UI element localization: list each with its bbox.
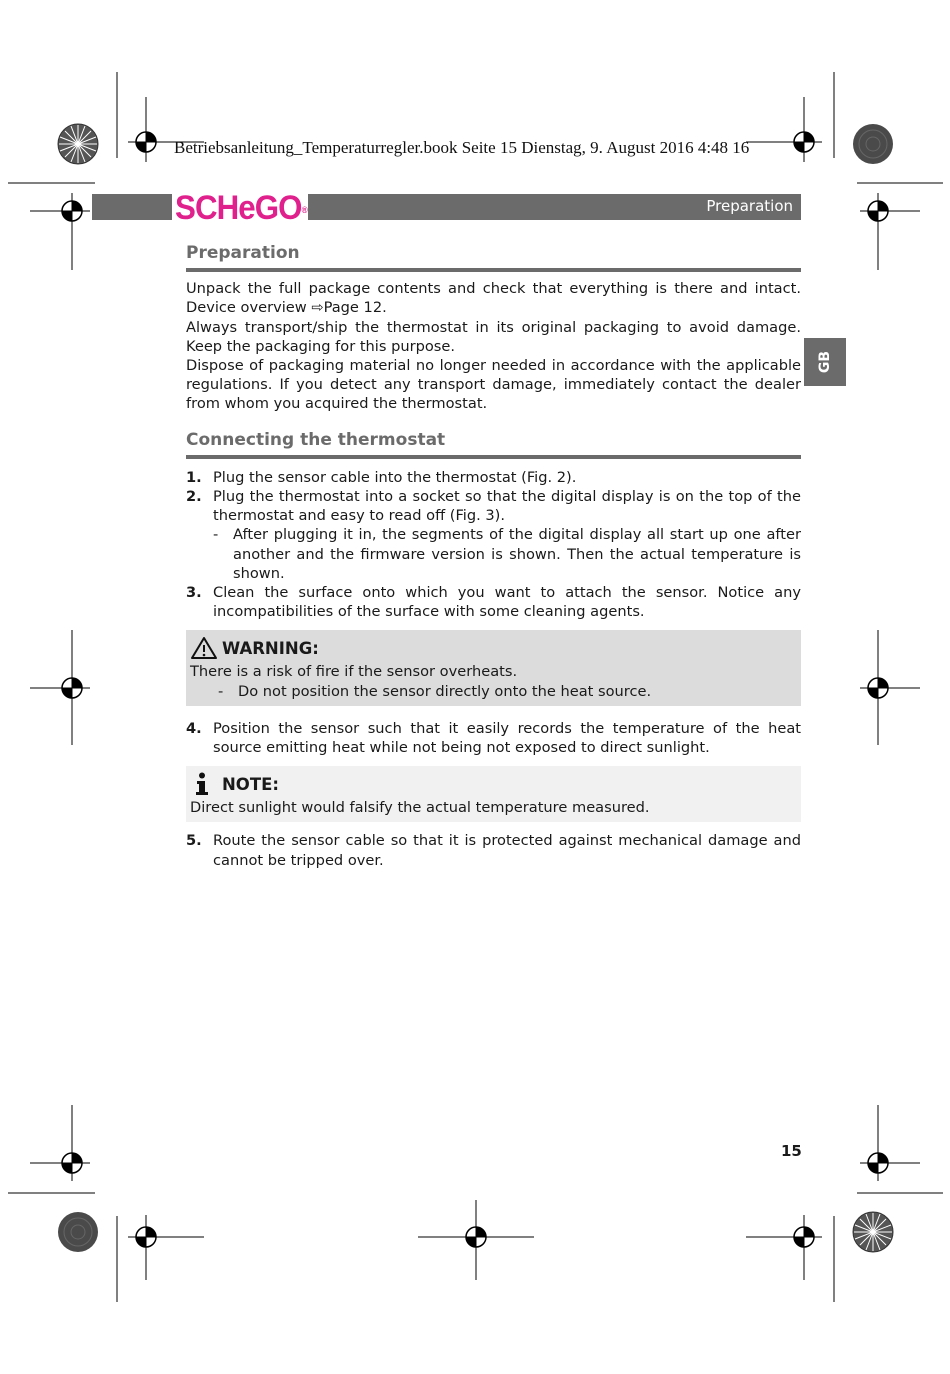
step-number: 1. (186, 468, 202, 486)
step-number: 5. (186, 832, 202, 850)
preparation-paragraph-1-text: Unpack the full package contents and check that everything is there and intact. Device overview (186, 280, 801, 317)
step-number: 2. (186, 488, 202, 506)
step-text: Plug the sensor cable into the thermostat (Fig. 2). (213, 468, 577, 486)
print-header: Betriebsanleitung_Temperaturregler.book Seite 15 Dienstag, 9. August 2016 4:48 16 (174, 138, 750, 157)
page-reference-link[interactable]: Page 12. (323, 299, 387, 317)
step-number: 4. (186, 719, 202, 737)
language-tab (804, 338, 846, 386)
preparation-paragraph-1 (186, 279, 801, 317)
step-text: Clean the surface onto which you want to attach the sensor. Notice any incompatibilities of the surface with some cleaning agents. (213, 584, 801, 621)
step-number: 3. (186, 584, 202, 602)
steps-list (186, 468, 801, 622)
registered-mark: ® (301, 205, 307, 215)
step-4 (186, 719, 801, 757)
preparation-paragraph-2: Always transport/ship the thermostat in its original packaging to avoid damage. Keep the packaging for this purpose. (186, 318, 801, 355)
preparation-heading: Preparation (186, 244, 801, 272)
dash-bullet: - (218, 682, 224, 700)
step-text: Position the sensor such that it easily records the temperature of the heat source emitting heat while not being not exposed to direct sunlight. (213, 719, 801, 757)
step-2 (186, 487, 801, 583)
language-tab-label: GB (817, 350, 833, 374)
step-1 (186, 468, 801, 487)
preparation-body (186, 279, 801, 413)
step-3 (186, 583, 801, 621)
header-bar (308, 194, 801, 220)
header-bar-left (92, 194, 172, 220)
info-icon (192, 772, 212, 796)
steps-list-continued (186, 719, 801, 757)
preparation-paragraph-3: Dispose of packaging material no longer needed in accordance with the applicable regulations. If you detect any transport damage, immediately contact the dealer from whom you acquired the thermostat. (186, 357, 801, 413)
note-box (186, 766, 801, 822)
page-number: 15 (781, 1142, 802, 1160)
warning-subitem (190, 682, 796, 701)
warning-title-text: WARNING: (222, 638, 319, 658)
note-title-text: NOTE: (222, 774, 279, 794)
note-text: Direct sunlight would falsify the actual temperature measured. (190, 799, 650, 817)
warning-box (186, 630, 801, 705)
dash-bullet: - (213, 526, 219, 544)
steps-list-final (186, 831, 801, 869)
warning-subitem-text: Do not position the sensor directly onto the heat source. (238, 682, 652, 700)
subitem-text: After plugging it in, the segments of the digital display all start up one after another and the firmware version is shown. Then the actual temperature is shown. (233, 526, 801, 582)
main-content (186, 244, 801, 870)
warning-triangle-icon (190, 636, 218, 660)
header-section-title: Preparation (706, 197, 793, 215)
connecting-heading: Connecting the thermostat (186, 431, 801, 459)
step-5 (186, 831, 801, 869)
step-2-subitem (213, 525, 801, 583)
connecting-section (186, 431, 801, 870)
page-reference-arrow-icon: ⇨ (311, 299, 324, 317)
brand-logo-text: SCHeGO (175, 189, 302, 227)
step-text: Plug the thermostat into a socket so that the digital display is on the top of the thermostat and easy to read off (Fig. 3). (213, 488, 801, 525)
warning-title (190, 636, 796, 660)
note-title (190, 772, 796, 796)
brand-logo (175, 188, 307, 228)
step-text: Route the sensor cable so that it is protected against mechanical damage and cannot be tripped over. (213, 832, 801, 869)
warning-text: There is a risk of fire if the sensor overheats. (190, 663, 518, 681)
